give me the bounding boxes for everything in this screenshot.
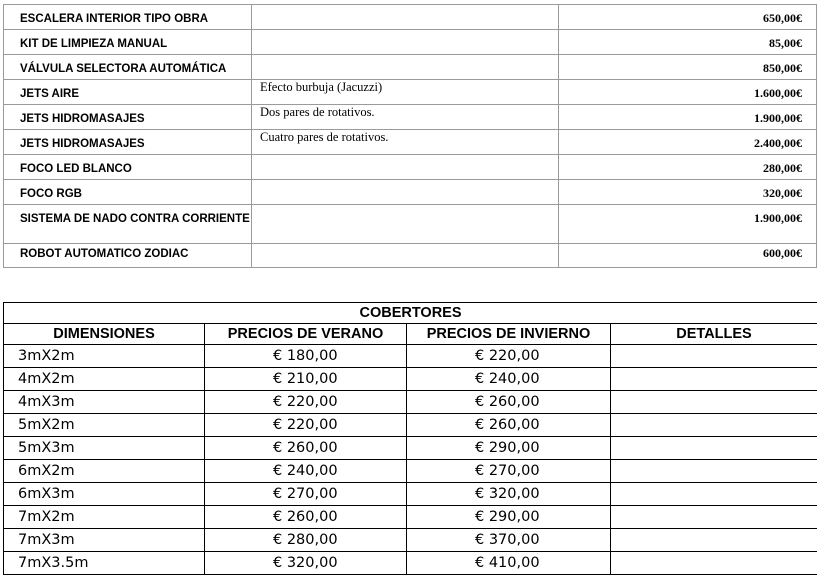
details-cell bbox=[611, 529, 817, 552]
item-price: 1.900,00€ bbox=[559, 105, 817, 130]
dimension-cell: 4mX3m bbox=[4, 391, 205, 414]
summer-price-cell: € 220,00 bbox=[205, 391, 407, 414]
winter-price-cell: € 270,00 bbox=[407, 460, 611, 483]
table-row bbox=[4, 437, 817, 460]
item-name: ROBOT AUTOMATICO ZODIAC bbox=[4, 244, 252, 268]
table-row bbox=[4, 30, 817, 55]
item-price: 320,00€ bbox=[559, 180, 817, 205]
summer-price-cell: € 220,00 bbox=[205, 414, 407, 437]
item-detail bbox=[252, 244, 559, 268]
dimension-cell: 7mX3m bbox=[4, 529, 205, 552]
item-name: JETS HIDROMASAJES bbox=[4, 105, 252, 130]
dimension-cell: 7mX3.5m bbox=[4, 552, 205, 575]
table-row bbox=[4, 155, 817, 180]
table-row bbox=[4, 345, 817, 368]
item-name: FOCO RGB bbox=[4, 180, 252, 205]
winter-price-cell: € 410,00 bbox=[407, 552, 611, 575]
item-detail bbox=[252, 155, 559, 180]
table-row bbox=[4, 180, 817, 205]
item-price: 1.600,00€ bbox=[559, 80, 817, 105]
item-detail bbox=[252, 55, 559, 80]
table-row bbox=[4, 483, 817, 506]
item-price: 850,00€ bbox=[559, 55, 817, 80]
dimension-cell: 5mX3m bbox=[4, 437, 205, 460]
dimension-cell: 7mX2m bbox=[4, 506, 205, 529]
item-name: JETS HIDROMASAJES bbox=[4, 130, 252, 155]
dimension-cell: 4mX2m bbox=[4, 368, 205, 391]
table-row bbox=[4, 244, 817, 268]
winter-price-cell: € 220,00 bbox=[407, 345, 611, 368]
accessories-table bbox=[3, 4, 817, 268]
summer-price-cell: € 320,00 bbox=[205, 552, 407, 575]
item-detail bbox=[252, 30, 559, 55]
winter-price-cell: € 290,00 bbox=[407, 506, 611, 529]
summer-price-cell: € 240,00 bbox=[205, 460, 407, 483]
summer-price-cell: € 210,00 bbox=[205, 368, 407, 391]
column-header-winter-price: PRECIOS DE INVIERNO bbox=[407, 324, 611, 345]
item-detail bbox=[252, 5, 559, 30]
table-row bbox=[4, 5, 817, 30]
details-cell bbox=[611, 483, 817, 506]
details-cell bbox=[611, 391, 817, 414]
table-row bbox=[4, 80, 817, 105]
item-name: FOCO LED BLANCO bbox=[4, 155, 252, 180]
summer-price-cell: € 180,00 bbox=[205, 345, 407, 368]
table-row bbox=[4, 414, 817, 437]
dimension-cell: 3mX2m bbox=[4, 345, 205, 368]
summer-price-cell: € 270,00 bbox=[205, 483, 407, 506]
item-detail: Dos pares de rotativos. bbox=[252, 105, 559, 130]
details-cell bbox=[611, 552, 817, 575]
details-cell bbox=[611, 437, 817, 460]
winter-price-cell: € 240,00 bbox=[407, 368, 611, 391]
item-name: VÁLVULA SELECTORA AUTOMÁTICA bbox=[4, 55, 252, 80]
item-detail bbox=[252, 205, 559, 244]
item-price: 2.400,00€ bbox=[559, 130, 817, 155]
item-detail bbox=[252, 180, 559, 205]
winter-price-cell: € 260,00 bbox=[407, 414, 611, 437]
table-title: COBERTORES bbox=[4, 303, 817, 324]
item-detail: Efecto burbuja (Jacuzzi) bbox=[252, 80, 559, 105]
dimension-cell: 6mX3m bbox=[4, 483, 205, 506]
details-cell bbox=[611, 368, 817, 391]
details-cell bbox=[611, 460, 817, 483]
item-name: JETS AIRE bbox=[4, 80, 252, 105]
item-name: KIT DE LIMPIEZA MANUAL bbox=[4, 30, 252, 55]
item-name: ESCALERA INTERIOR TIPO OBRA bbox=[4, 5, 252, 30]
details-cell bbox=[611, 414, 817, 437]
table-row bbox=[4, 506, 817, 529]
details-cell bbox=[611, 506, 817, 529]
table-row bbox=[4, 205, 817, 244]
winter-price-cell: € 320,00 bbox=[407, 483, 611, 506]
column-header-summer-price: PRECIOS DE VERANO bbox=[205, 324, 407, 345]
summer-price-cell: € 260,00 bbox=[205, 437, 407, 460]
details-cell bbox=[611, 345, 817, 368]
column-header-details: DETALLES bbox=[611, 324, 817, 345]
dimension-cell: 6mX2m bbox=[4, 460, 205, 483]
covers-table bbox=[3, 302, 817, 575]
table-row bbox=[4, 368, 817, 391]
table-row bbox=[4, 391, 817, 414]
item-name: SISTEMA DE NADO CONTRA CORRIENTE bbox=[4, 205, 252, 244]
item-price: 650,00€ bbox=[559, 5, 817, 30]
table-row bbox=[4, 552, 817, 575]
winter-price-cell: € 290,00 bbox=[407, 437, 611, 460]
table-row bbox=[4, 130, 817, 155]
summer-price-cell: € 280,00 bbox=[205, 529, 407, 552]
item-price: 280,00€ bbox=[559, 155, 817, 180]
table-row bbox=[4, 105, 817, 130]
dimension-cell: 5mX2m bbox=[4, 414, 205, 437]
winter-price-cell: € 370,00 bbox=[407, 529, 611, 552]
table-row bbox=[4, 55, 817, 80]
item-detail: Cuatro pares de rotativos. bbox=[252, 130, 559, 155]
item-price: 600,00€ bbox=[559, 244, 817, 268]
summer-price-cell: € 260,00 bbox=[205, 506, 407, 529]
item-price: 85,00€ bbox=[559, 30, 817, 55]
header-row bbox=[4, 324, 817, 345]
table-row bbox=[4, 460, 817, 483]
table-row bbox=[4, 529, 817, 552]
column-header-dimensions: DIMENSIONES bbox=[4, 324, 205, 345]
item-price: 1.900,00€ bbox=[559, 205, 817, 244]
winter-price-cell: € 260,00 bbox=[407, 391, 611, 414]
